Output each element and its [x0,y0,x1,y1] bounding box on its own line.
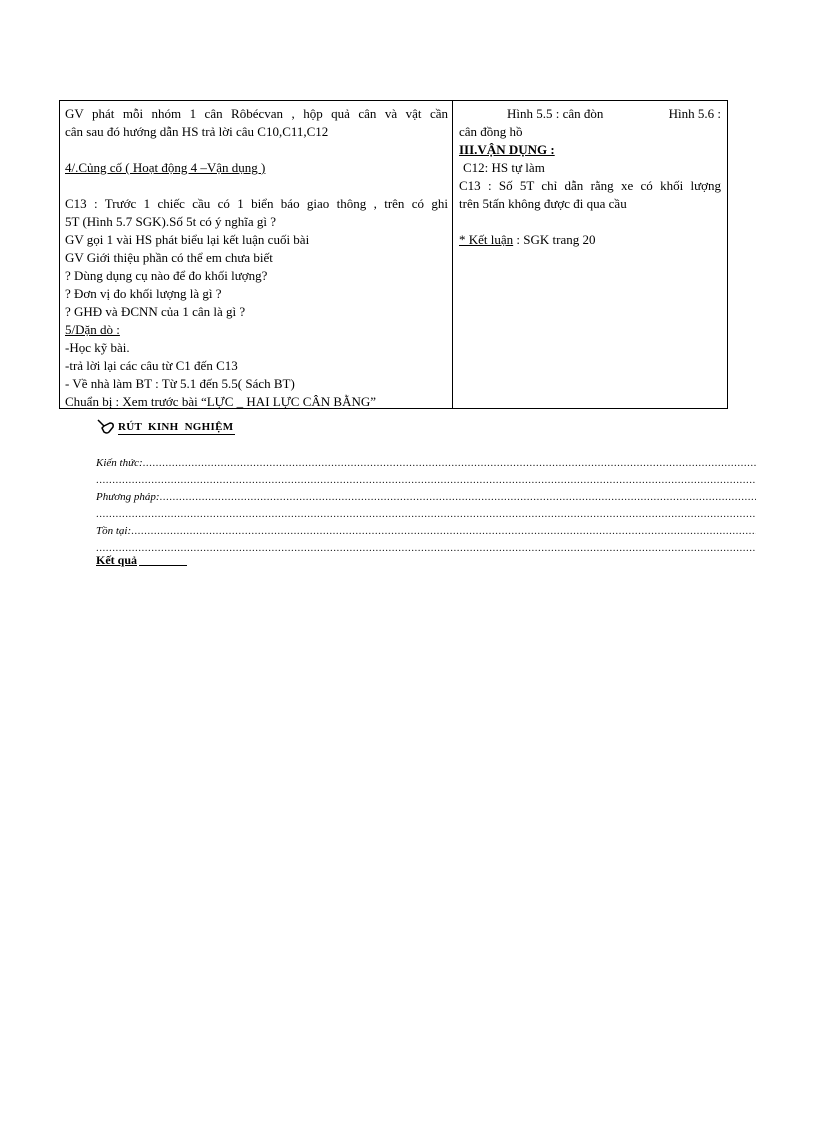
section-heading-homework: 5/Dặn dò : [65,322,120,337]
lesson-table [59,100,728,409]
result-label: Kết quả [96,553,138,567]
note-row-continuation [96,506,756,523]
blank-line [65,177,448,195]
conclusion-text: : SGK trang 20 [513,232,596,247]
section-title-application: III.VẬN DỤNG : [459,142,555,157]
dotted-fill-line [96,506,756,523]
text-line: -Học kỹ bài. [65,340,130,355]
text-line: ? Đơn vị đo khối lượng là gì ? [65,286,222,301]
note-label-method: Phương pháp: [96,491,160,503]
answer-c13-line1: C13 : Số 5T chỉ dẫn rằng xe có khối lượng [459,178,721,193]
figure-captions [459,105,721,123]
blank-line [459,213,721,231]
conclusion [459,231,721,249]
text-line: -trả lời lại các câu từ C1 đến C13 [65,358,238,373]
teacher-activities-column [60,101,453,408]
experience-notes [96,455,756,557]
note-row-method [96,489,756,506]
section-heading-consolidation: 4/.Củng cố ( Hoạt động 4 –Vận dụng ) [65,160,266,175]
note-label-knowledge: Kiến thức: [96,457,143,469]
text-line: ? GHĐ và ĐCNN của 1 cân là gì ? [65,304,246,319]
answer-c13-line2: trên 5tấn không được đi qua cầu [459,196,627,211]
dotted-fill-line [143,455,756,472]
dotted-fill-line [96,472,756,489]
text-line: cân sau đó hướng dẫn HS trả lời câu C10,C11,C12 [65,124,329,139]
text-line: 5T (Hình 5.7 SGK).Số 5t có ý nghĩa gì ? [65,214,276,229]
conclusion-label: * Kết luận [459,232,514,247]
student-content-column [453,101,727,408]
text-line: C13 : Trước 1 chiếc cầu có 1 biển báo giao thông , trên có ghi [65,196,448,211]
note-row-remaining [96,523,756,540]
text-line: Chuẩn bị : Xem trước bài “LỰC _ HAI LỰC CÂN BẰNG” [65,394,377,409]
text-line: ? Dùng dụng cụ nào để đo khối lượng? [65,268,268,283]
pointing-hand-icon [96,417,118,435]
caption-figure-5-5: Hình 5.5 : cân đòn [507,106,604,121]
caption-continuation: cân đồng hồ [459,124,523,139]
dotted-fill-line [96,540,756,557]
note-label-remaining: Tồn tại: [96,525,132,537]
answer-c12: C12: HS tự làm [463,160,545,175]
note-row-knowledge [96,455,756,472]
experience-title: RÚT KINH NGHIỆM [118,421,234,433]
result-underline [139,565,187,566]
text-line: GV Giới thiệu phần có thể em chưa biết [65,250,273,265]
result-field [96,553,187,568]
text-line: GV gọi 1 vài HS phát biểu lại kết luận cuối bài [65,232,310,247]
caption-figure-5-6: Hình 5.6 : [668,106,721,121]
text-line: GV phát mỗi nhóm 1 cân Rôbécvan , hộp quả cân và vật cần [65,106,448,121]
note-row-continuation [96,472,756,489]
experience-heading [96,417,235,435]
note-row-continuation [96,540,756,557]
dotted-fill-line [131,523,756,540]
blank-line [65,141,448,159]
text-line: - Về nhà làm BT : Từ 5.1 đến 5.5( Sách BT) [65,376,295,391]
dotted-fill-line [160,489,756,506]
